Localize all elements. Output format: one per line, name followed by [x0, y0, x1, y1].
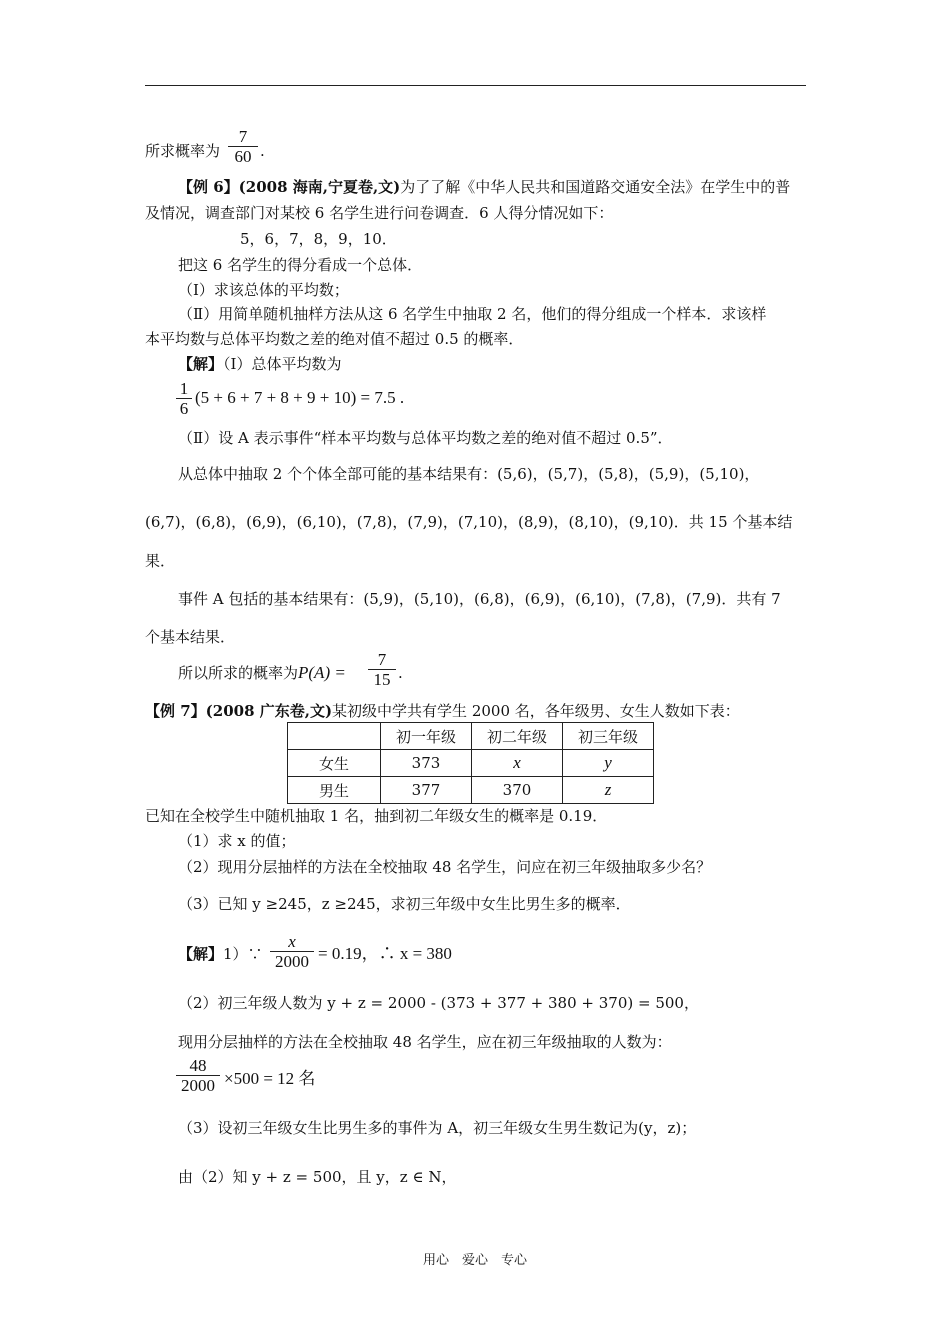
solution-2: （Ⅱ）设 A 表示事件“样本平均数与总体平均数之差的绝对值不超过 0.5”．	[178, 429, 673, 447]
basic-results-3: 果．	[145, 552, 176, 570]
table-header-row: 初一年级 初二年级 初三年级	[288, 723, 654, 750]
answer-line	[145, 141, 220, 161]
solution-7-1-result: = 0.19，∴ x = 380	[318, 944, 452, 963]
fraction-x-2000: $\frac{x}{2000}$	[270, 932, 314, 971]
table-row: 男生 377 370 z	[288, 777, 654, 804]
event-a-count: 个基本结果．	[145, 628, 236, 646]
population-statement: 把这 6 名学生的得分看成一个总体．	[178, 256, 423, 274]
scores-list: 5，6，7，8，9，10．	[240, 230, 397, 248]
example-6-tag: 【例 6】(2008 海南,宁夏卷,文)	[178, 178, 401, 196]
solution-tag: 【解】	[178, 355, 224, 373]
mean-expression: (5 + 6 + 7 + 8 + 9 + 10) = 7.5 .	[195, 388, 405, 407]
solution-7-3: 现用分层抽样的方法在全校抽取 48 名学生，应在初三年级抽取的人数为：	[178, 1033, 672, 1051]
fraction-1-6: $\frac{1}{6}$	[176, 379, 192, 418]
header-rule	[145, 85, 806, 86]
period: .	[260, 142, 265, 160]
solution-7-4: （3）设初三年级女生比男生多的事件为 A，初三年级女生男生数记为(y，z)；	[178, 1119, 697, 1137]
solution-1: 【解】（Ⅰ）总体平均数为	[178, 355, 342, 373]
question-2b: 本平均数与总体平均数之差的绝对值不超过 0.5 的概率．	[145, 330, 524, 348]
example-6-text-2: 及情况，调查部门对某校 6 名学生进行问卷调查．6 人得分情况如下：	[145, 204, 614, 222]
solution-7-2: （2）初三年级人数为 y + z = 2000 - (373 + 377 + 380 + 370) = 500，	[178, 994, 699, 1012]
grade-gender-table	[287, 722, 654, 804]
example-6-heading	[178, 177, 790, 197]
example-7-tag: 【例 7】(2008 广东卷,文)	[145, 702, 333, 720]
sample-count: ×500 = 12 名	[224, 1069, 316, 1088]
question-2a: （Ⅱ）用简单随机抽样方法从这 6 名学生中抽取 2 名，他们的得分组成一个样本．求该样	[178, 305, 767, 323]
fraction-48-2000: $\frac{48}{2000}$	[176, 1056, 220, 1095]
example-7-heading	[145, 701, 740, 721]
question-7-3: （3）已知 y ≥245，z ≥245，求初三年级中女生比男生多的概率．	[178, 895, 631, 913]
example-7-text: 某初级中学共有学生 2000 名，各年级男、女生人数如下表：	[332, 702, 740, 720]
solution-7-1: 【解】1）∵	[178, 945, 263, 963]
given-probability: 已知在全校学生中随机抽取 1 名，抽到初二年级女生的概率是 0.19．	[145, 807, 608, 825]
basic-results-2: (6,7)，(6,8)，(6,9)，(6,10)，(7,8)，(7,9)，(7,10)，(8,9)，(8,10)，(9,10)．共 15 个基本结	[145, 513, 793, 531]
example-6-text: 为了了解《中华人民共和国道路交通安全法》在学生中的普	[400, 178, 791, 196]
fraction-7-15: $\frac{7}{15}$	[368, 650, 396, 689]
probability-line: 所以所求的概率为P(A) =	[178, 663, 346, 682]
table-row: 女生 373 x y	[288, 750, 654, 777]
answer-text: 所求概率为	[145, 142, 221, 160]
event-a-results: 事件 A 包括的基本结果有：(5,9)，(5,10)，(6,8)，(6,9)，(6,10)，(7,8)，(7,9)．共有 7	[178, 590, 781, 608]
question-7-2: （2）现用分层抽样的方法在全校抽取 48 名学生，问应在初三年级抽取多少名？	[178, 858, 712, 876]
question-7-1: （1）求 x 的值；	[178, 832, 296, 850]
solution-7-5: 由（2）知 y + z = 500，且 y，z ∈ N，	[178, 1168, 457, 1186]
page-footer: 用心 爱心 专心	[422, 1253, 527, 1268]
basic-results-1: 从总体中抽取 2 个个体全部可能的基本结果有：(5,6)，(5,7)，(5,8)，(5,9)，(5,10)，	[178, 465, 760, 483]
fraction-7-60: $\frac{7}{60}$	[228, 127, 258, 166]
question-1: （Ⅰ）求该总体的平均数；	[178, 281, 349, 299]
